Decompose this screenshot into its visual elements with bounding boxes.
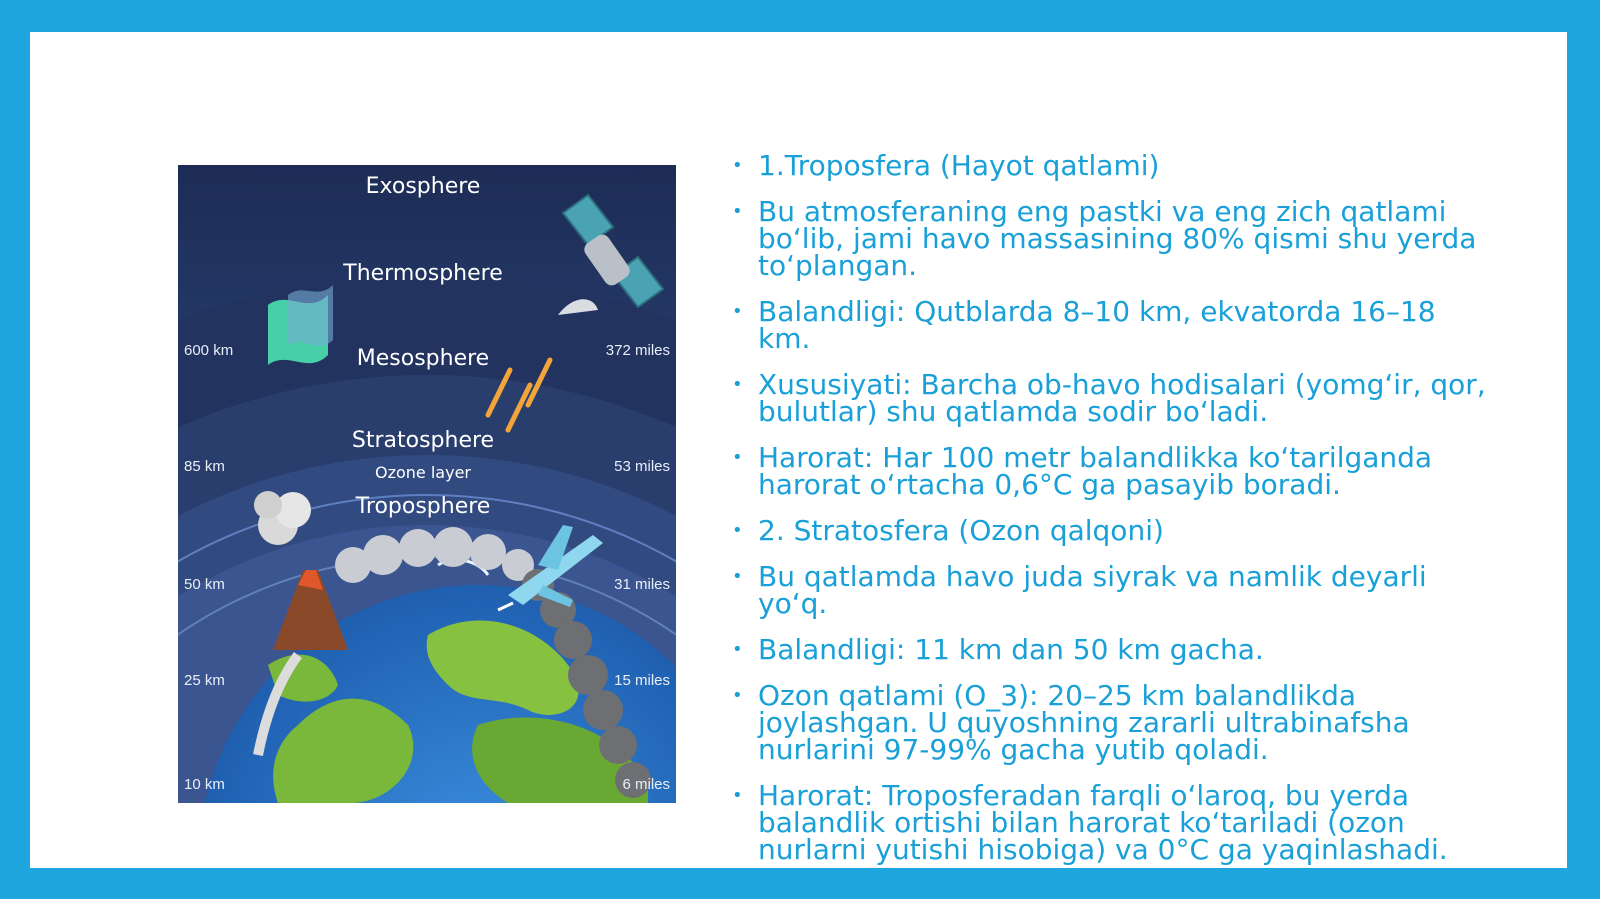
scale-right-6miles: 6 miles — [622, 776, 670, 793]
scale-right-31miles: 31 miles — [614, 576, 670, 593]
bullet-dot-icon: • — [732, 685, 743, 706]
scale-left-25km: 25 km — [184, 672, 225, 689]
label-ozone-layer: Ozone layer — [375, 463, 471, 482]
bullet-item — [730, 149, 1490, 182]
bullet-dot-icon: • — [732, 520, 743, 541]
bullet-item — [730, 514, 1490, 547]
scale-left-50km: 50 km — [184, 576, 225, 593]
bullet-item — [730, 295, 1490, 355]
bullet-text: Harorat: Har 100 metr balandlikka ko‘tarilganda harorat o‘rtacha 0,6°C ga pasayib boradi. — [758, 441, 1433, 501]
bullet-text: Bu atmosferaning eng pastki va eng zich qatlami bo‘lib, jami havo massasining 80% qismi shu yerda to‘plangan. — [758, 195, 1477, 282]
bullet-text: Harorat: Troposferadan farqli o‘laroq, bu yerda balandlik ortishi bilan harorat ko‘tariladi (ozon nurlarni yutishi hisobiga) va 0°C ga yaqinlashadi. — [758, 779, 1448, 866]
scale-left-600km: 600 km — [184, 342, 234, 359]
bullet-dot-icon: • — [732, 374, 743, 395]
label-thermosphere: Thermosphere — [343, 261, 503, 286]
scale-left-85km: 85 km — [184, 458, 225, 475]
bullet-item — [730, 633, 1490, 666]
bullet-text: Xususiyati: Barcha ob-havo hodisalari (yomg‘ir, qor, bulutlar) shu qatlamda sodir bo‘ladi. — [758, 368, 1486, 428]
scale-right-53miles: 53 miles — [614, 458, 670, 475]
label-stratosphere: Stratosphere — [351, 428, 495, 453]
label-mesosphere: Mesosphere — [356, 346, 490, 371]
bullet-text: Balandligi: Qutblarda 8–10 km, ekvatorda 16–18 km. — [758, 295, 1436, 355]
bullet-dot-icon: • — [732, 785, 743, 806]
scale-left-10km: 10 km — [184, 776, 225, 793]
atmosphere-layers-illustration — [178, 165, 676, 803]
bullet-dot-icon: • — [732, 639, 743, 660]
bullet-dot-icon: • — [732, 301, 743, 322]
bullet-item — [730, 441, 1490, 501]
bullet-text: 2. Stratosfera (Ozon qalqoni) — [758, 514, 1164, 547]
bullet-text: Ozon qatlami (O_3): 20–25 km balandlikda joylashgan. U quyoshning zararli ultrabinafsha nurlarini 97-99% gacha yutib qoladi. — [758, 679, 1410, 766]
label-troposphere: Troposphere — [355, 494, 491, 519]
scale-right-372miles: 372 miles — [605, 342, 670, 359]
bullet-dot-icon: • — [732, 566, 743, 587]
label-exosphere: Exosphere — [365, 174, 481, 199]
bullet-list — [730, 149, 1490, 882]
bullet-text: Balandligi: 11 km dan 50 km gacha. — [758, 633, 1264, 666]
bullet-text: Bu qatlamda havo juda siyrak va namlik deyarli yo‘q. — [758, 560, 1427, 620]
scale-right-15miles: 15 miles — [614, 672, 670, 689]
bullet-item — [730, 679, 1490, 766]
bullet-item — [730, 779, 1490, 866]
bullet-dot-icon: • — [732, 201, 743, 222]
bullet-item — [730, 560, 1490, 620]
bullet-dot-icon: • — [732, 447, 743, 468]
bullet-item — [730, 368, 1490, 428]
slide — [30, 32, 1567, 868]
bullet-text: 1.Troposfera (Hayot qatlami) — [758, 149, 1160, 182]
bullet-dot-icon: • — [732, 155, 743, 176]
bullet-item — [730, 195, 1490, 282]
